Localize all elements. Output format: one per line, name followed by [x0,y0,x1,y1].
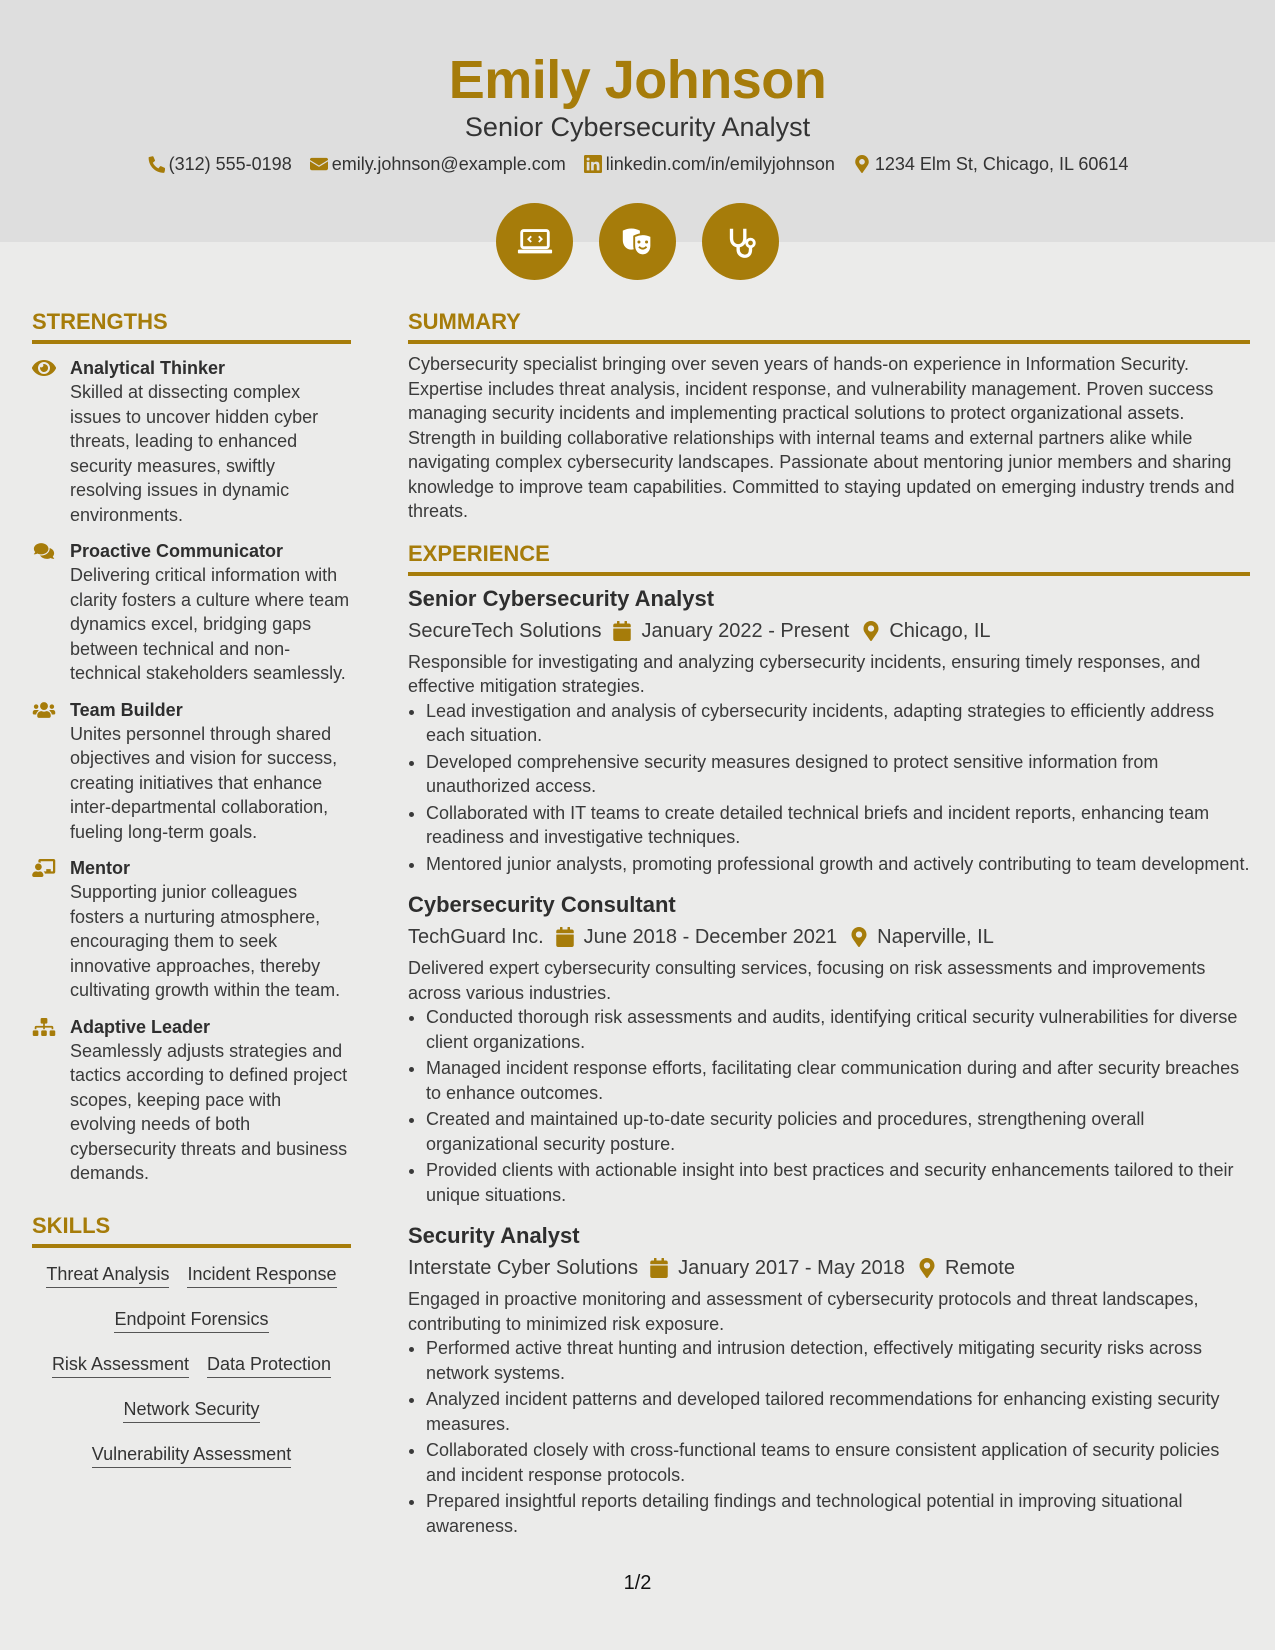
contact-address [853,152,1129,176]
bullet-item: • Developed comprehensive security measures designed to protect sensitive information from unauthorized access. [426,750,1250,799]
strength-desc: Supporting junior colleagues fosters a nurturing atmosphere, encouraging them to seek innovative approaches, thereby cultivating growth within the team. [70,882,341,1000]
job-description: Responsible for investigating and analyzing cybersecurity incidents, ensuring timely responses, and effective mitigation strategies. [408,651,1201,696]
job-location: Remote [944,1257,1015,1279]
address-text: 1234 Elm St, Chicago, IL 60614 [874,154,1129,174]
skills-list [32,1262,351,1468]
map-marker-icon [919,1258,935,1278]
job-entry [408,890,1250,1207]
job-bullets [426,1336,1250,1538]
job-dates: January 2022 - Present [641,619,850,642]
skill-tag: Data Protection [207,1352,331,1378]
job-entry [408,584,1250,877]
linkedin-text: linkedin.com/in/emilyjohnson [605,154,835,174]
sitemap-icon [32,1018,56,1036]
strength-item [32,698,351,845]
left-column [32,308,351,1468]
skill-tag: Risk Assessment [52,1352,189,1378]
bullet-item: • Managed incident response efforts, facilitating clear communication during and after security breaches to enhance outcomes. [426,1056,1250,1105]
strength-item [32,539,351,686]
job-meta [408,1253,1250,1283]
skill-tag: Threat Analysis [46,1262,169,1288]
map-marker-icon [853,155,871,173]
job-title: Cybersecurity Consultant [408,892,676,917]
strengths-heading: STRENGTHS [32,308,351,344]
contact-email[interactable] [310,152,566,176]
calendar-icon [613,621,631,641]
job-meta [408,616,1250,646]
calendar-icon [650,1258,668,1278]
job-description: Engaged in proactive monitoring and assessment of cybersecurity protocols and threat landscapes, contributing to minimized risk exposure. [408,1289,1199,1334]
job-bullets [426,699,1250,877]
job-description: Delivered expert cybersecurity consulting services, focusing on risk assessments and improvements across various industries. [408,958,1206,1003]
laptop-code-icon [496,203,573,280]
contact-bar [0,152,1275,176]
job-company: SecureTech Solutions [408,619,602,642]
strength-name: Analytical Thinker [70,358,226,378]
skills-heading: SKILLS [32,1212,351,1248]
stethoscope-icon [702,203,779,280]
strength-desc: Skilled at dissecting complex issues to uncover hidden cyber threats, leading to enhanced security measures, swiftly resolving issues in dynamic environments. [70,382,319,525]
job-title: Security Analyst [408,1223,580,1248]
strength-name: Mentor [70,858,130,878]
strength-desc: Unites personnel through shared objectives and vision for success, creating initiatives that enhance inter-departmental collaboration, fueling long-term goals. [70,723,338,842]
map-marker-icon [851,927,867,947]
email-text: emily.johnson@example.com [331,154,566,174]
users-icon [32,701,56,719]
skill-tag: Incident Response [187,1262,336,1288]
job-dates: June 2018 - December 2021 [583,926,838,948]
map-marker-icon [863,621,879,641]
job-meta [408,922,1250,952]
bullet-item: • Collaborated with IT teams to create detailed technical briefs and incident reports, enhancing team readiness and investigative techniques. [426,801,1250,850]
summary-heading: SUMMARY [408,308,1250,344]
job-company: Interstate Cyber Solutions [408,1257,639,1279]
contact-phone [147,152,292,176]
strength-name: Proactive Communicator [70,541,284,561]
interest-icons [0,203,1275,280]
bullet-item: • Mentored junior analysts, promoting professional growth and actively contributing to team development. [426,852,1250,877]
theater-masks-icon [599,203,676,280]
job-dates: January 2017 - May 2018 [678,1257,905,1279]
strength-desc: Delivering critical information with clarity fosters a culture where team dynamics excel, bridging gaps between technical and non-technical stakeholders seamlessly. [70,565,350,683]
strength-name: Adaptive Leader [70,1016,211,1037]
chalkboard-teacher-icon [32,859,56,877]
page-number: 1/2 [623,1572,652,1594]
envelope-icon [310,155,328,173]
strength-desc: Seamlessly adjusts strategies and tactics according to defined project scopes, keeping pace with evolving needs of both cybersecurity threats and business demands. [70,1040,348,1183]
calendar-icon [556,927,574,947]
comments-icon [32,542,56,560]
contact-linkedin[interactable] [584,152,835,176]
bullet-item: • Prepared insightful reports detailing findings and technological potential in improving situational awareness. [426,1489,1250,1538]
bullet-item: • Provided clients with actionable insight into best practices and security enhancements tailored to their unique situations. [426,1158,1250,1207]
strength-item [32,856,351,1003]
bullet-item: • Collaborated closely with cross-functional teams to ensure consistent application of security policies and incident response protocols. [426,1438,1250,1487]
experience-heading: EXPERIENCE [408,540,1250,576]
right-column [408,308,1250,1540]
linkedin-icon [584,155,602,173]
job-location: Chicago, IL [889,619,991,642]
skill-tag: Network Security [123,1397,259,1423]
summary-text: Cybersecurity specialist bringing over seven years of hands-on experience in Information Security. Expertise includes threat analysis, incident response, and vulnerability management. Proven success managing security incidents and implementing practical solutions to protect organizational assets. Strength in building collaborative relationships with internal teams and external partners alike while navigating complex cybersecurity landscapes. Passionate about mentoring junior members and sharing knowledge to improve team capabilities. Committed to staying updated on emerging industry trends and threats. [408,354,1235,521]
strength-item [32,1015,351,1186]
candidate-title: Senior Cybersecurity Analyst [464,112,811,142]
phone-text: (312) 555-0198 [168,154,292,174]
bullet-item: • Created and maintained up-to-date security policies and procedures, strengthening overall organizational security posture. [426,1107,1250,1156]
phone-icon [147,155,165,173]
strength-item [32,356,351,527]
candidate-name: Emily Johnson [448,50,827,110]
strength-name: Team Builder [70,699,183,720]
eye-icon [32,359,56,377]
bullet-item: • Performed active threat hunting and intrusion detection, effectively mitigating security risks across network systems. [426,1336,1250,1385]
bullet-item: • Analyzed incident patterns and developed tailored recommendations for enhancing existing security measures. [426,1387,1250,1436]
skill-tag: Endpoint Forensics [114,1307,268,1333]
bullet-item: • Lead investigation and analysis of cybersecurity incidents, adapting strategies to efficiently address each situation. [426,699,1250,748]
job-company: TechGuard Inc. [408,926,544,948]
skill-tag: Vulnerability Assessment [92,1442,291,1468]
bullet-item: • Conducted thorough risk assessments and audits, identifying critical security vulnerabilities for diverse client organizations. [426,1005,1250,1054]
job-location: Naperville, IL [877,926,994,948]
job-bullets [426,1005,1250,1207]
job-title: Senior Cybersecurity Analyst [408,585,715,611]
job-entry [408,1221,1250,1538]
